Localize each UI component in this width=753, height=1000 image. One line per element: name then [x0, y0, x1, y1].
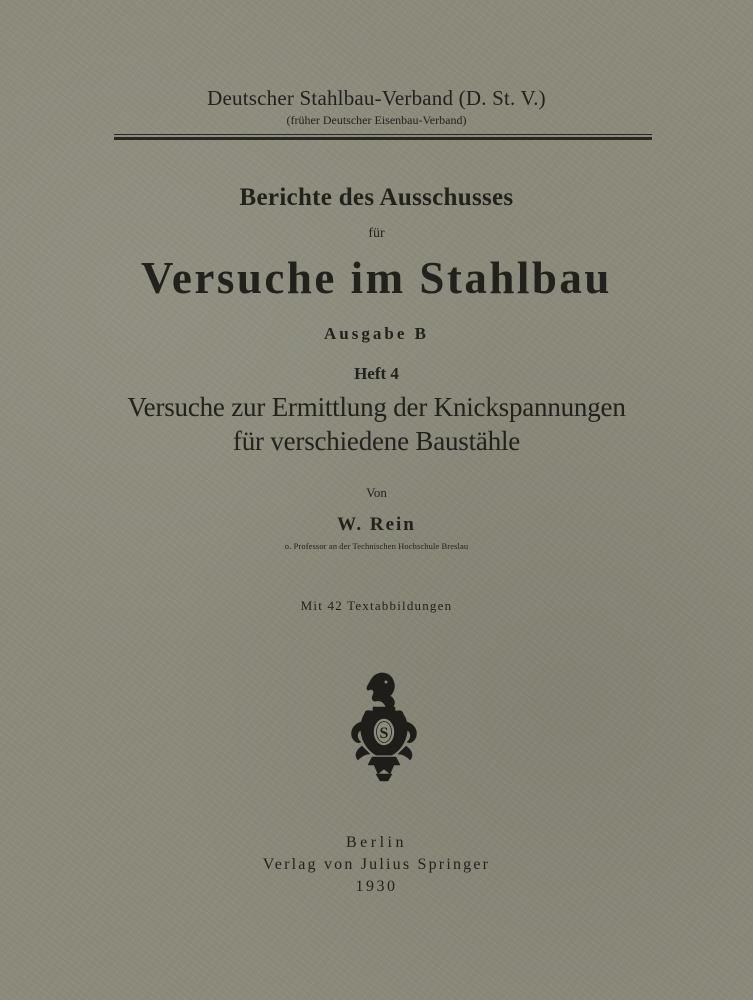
issue-label: Heft 4 [354, 364, 399, 383]
author-name: W. Rein [337, 514, 416, 535]
subtitle-line-2: für verschiedene Baustähle [232, 426, 521, 456]
publisher-name: Deutscher Stahlbau-Verband (D. St. V.) [207, 86, 546, 110]
author-by-label: Von [366, 485, 387, 500]
imprint-publisher: Verlag von Julius Springer [262, 856, 491, 873]
imprint-year: 1930 [355, 878, 398, 895]
edition-label: Ausgabe B [324, 324, 429, 343]
imprint-city: Berlin [346, 834, 407, 851]
emblem-monogram: S [379, 725, 389, 742]
author-role: o. Professor an der Technischen Hochschule Breslau [284, 541, 469, 551]
subtitle-line-1: Versuche zur Ermittlung der Knickspannungen [127, 392, 626, 422]
main-title: Versuche im Stahlbau [141, 253, 612, 303]
series-title: Berichte des Ausschusses [239, 184, 514, 211]
springer-knight-emblem-icon [340, 670, 424, 784]
illustrations-note: Mit 42 Textabbildungen [300, 598, 453, 613]
series-connector: für [368, 226, 385, 241]
header-rule-thick [114, 137, 652, 140]
publisher-former-name: (früher Deutscher Eisenbau-Verband) [286, 113, 467, 127]
header-rule-thin [114, 134, 652, 135]
